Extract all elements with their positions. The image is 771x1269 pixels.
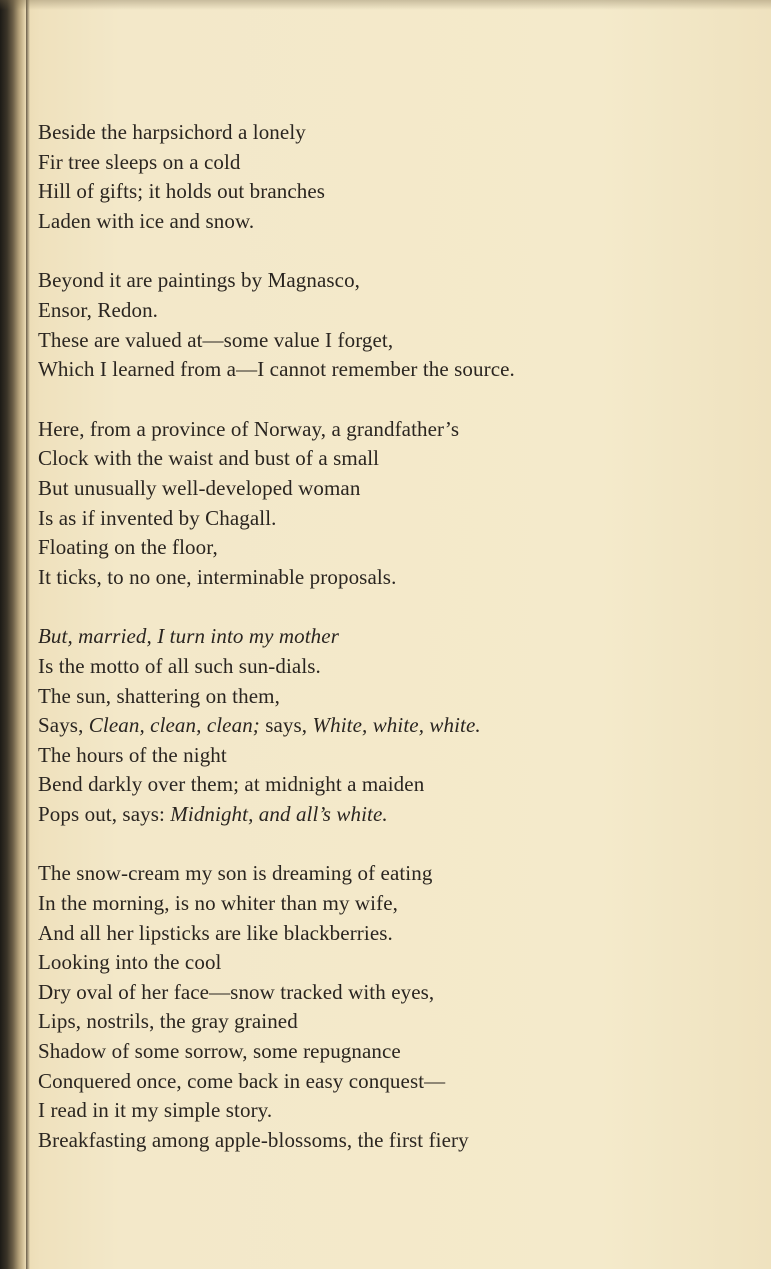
gutter-edge: [26, 0, 30, 1269]
italic-phrase: Clean, clean, clean;: [88, 713, 260, 738]
stanza-2: [38, 266, 758, 384]
poem-line: Here, from a province of Norway, a grandfather’s: [38, 416, 460, 441]
poem-line: [38, 622, 758, 652]
poem-line: Shadow of some sorrow, some repugnance: [38, 1039, 401, 1064]
poem-line: The hours of the night: [38, 742, 227, 767]
page-top-shadow: [0, 0, 771, 10]
poem-line: Is the motto of all such sun-dials.: [38, 653, 321, 678]
poem-text: [38, 118, 758, 1185]
line-segment: Says,: [38, 713, 89, 738]
stanza-4: [38, 622, 758, 829]
poem-line: Lips, nostrils, the gray grained: [38, 1009, 298, 1034]
poem-line: These are valued at—some value I forget,: [38, 327, 394, 352]
poem-line: Looking into the cool: [38, 950, 222, 975]
italic-phrase: White, white, white.: [312, 713, 481, 738]
poem-line: Bend darkly over them; at midnight a maiden: [38, 772, 425, 797]
poem-line: The sun, shattering on them,: [38, 683, 280, 708]
poem-line: I read in it my simple story.: [38, 1098, 273, 1123]
italic-phrase: Midnight, and all’s white.: [170, 801, 388, 826]
poem-line: But unusually well-developed woman: [38, 475, 361, 500]
poem-line: Conquered once, come back in easy conquest—: [38, 1068, 446, 1093]
poem-line: And all her lipsticks are like blackberries.: [38, 920, 393, 945]
poem-line: Is as if invented by Chagall.: [38, 505, 277, 530]
poem-line: It ticks, to no one, interminable proposals.: [38, 564, 397, 589]
poem-line: The snow-cream my son is dreaming of eating: [38, 861, 433, 886]
stanza-1: [38, 118, 758, 236]
stanza-3: [38, 415, 758, 593]
poem-line: Fir tree sleeps on a cold: [38, 149, 241, 174]
line-segment: Pops out, says:: [38, 801, 171, 826]
poem-line: Floating on the floor,: [38, 535, 218, 560]
book-gutter-shadow: [0, 0, 26, 1269]
poem-line: In the morning, is no whiter than my wife,: [38, 891, 398, 916]
poem-line: Laden with ice and snow.: [38, 208, 255, 233]
italic-motto: But, married, I turn into my mother: [38, 624, 339, 649]
line-segment: says,: [259, 713, 313, 738]
poem-line: Ensor, Redon.: [38, 297, 159, 322]
poem-line: Beyond it are paintings by Magnasco,: [38, 268, 361, 293]
poem-line: Beside the harpsichord a lonely: [38, 120, 306, 144]
poem-line: [38, 800, 758, 830]
poem-line: Clock with the waist and bust of a small: [38, 446, 380, 471]
poem-line: Dry oval of her face—snow tracked with eyes,: [38, 979, 435, 1004]
poem-line: Breakfasting among apple-blossoms, the first fiery: [38, 1127, 469, 1152]
poem-line: [38, 711, 758, 741]
poem-line: Which I learned from a—I cannot remember the source.: [38, 357, 515, 382]
stanza-5: [38, 859, 758, 1155]
poem-line: Hill of gifts; it holds out branches: [38, 179, 326, 204]
